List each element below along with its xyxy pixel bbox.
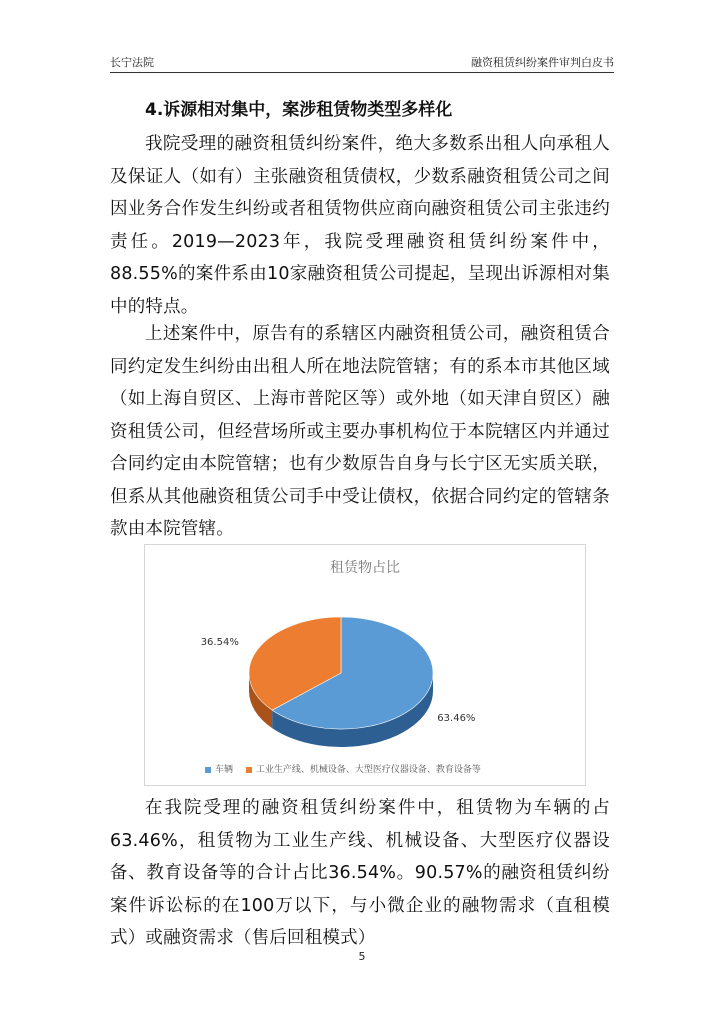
header-org: 长宁法院 [110, 56, 154, 69]
header-doc-title: 融资租赁纠纷案件审判白皮书 [471, 56, 614, 69]
chart-title: 租赁物占比 [330, 560, 400, 576]
chart-legend [205, 762, 491, 775]
data-label-vehicles: 63.46% [437, 713, 476, 725]
pie-chart-svg [145, 545, 585, 785]
paragraph-1: 我院受理的融资租赁纠纷案件，绝大多数系出租人向承租人及保证人（如有）主张融资租赁债权，少数系融资租赁公司之间因业务合作发生纠纷或者租赁物供应商向融资租赁公司主张违约责任。2019—2023年，我院受理融资租赁纠纷案件中，88.55%的案件系由10家融资租赁公司提起，呈现出诉源相对集中的特点。 [110, 134, 610, 317]
legend-label: 车辆 [215, 765, 234, 775]
paragraph-2: 上述案件中，原告有的系辖区内融资租赁公司，融资租赁合同约定发生纠纷由出租人所在地法院管辖；有的系本市其他区域（如上海自贸区、上海市普陀区等）或外地（如天津自贸区）融资租赁公司，但经营场所或主要办事机构位于本院辖区内并通过合同约定由本院管辖；也有少数原告自身与长宁区无实质关联，但系从其他融资租赁公司手中受让债权，依据合同约定的管辖条款由本院管辖。 [110, 324, 610, 539]
paragraph-3: 在我院受理的融资租赁纠纷案件中，租赁物为车辆的占63.46%，租赁物为工业生产线、机械设备、大型医疗仪器设备、教育设备等的合计占比36.54%。90.57%的融资租赁纠纷案件诉讼标的在100万以下，与小微企业的融物需求（直租模式）或融资需求（售后回租模式） [110, 798, 610, 948]
section-heading: 4.诉源相对集中，案涉租赁物类型多样化 [145, 100, 453, 120]
page-header [110, 50, 614, 73]
data-label-equipment: 36.54% [200, 636, 239, 648]
legend-label: 工业生产线、机械设备、大型医疗仪器设备、教育设备等 [255, 765, 481, 775]
legend-swatch [246, 767, 252, 773]
legend-swatch [205, 767, 211, 773]
page-number: 5 [358, 950, 366, 963]
legend-item-vehicles [205, 762, 233, 775]
legend-item-equipment [246, 762, 481, 775]
pie-chart [144, 544, 586, 786]
